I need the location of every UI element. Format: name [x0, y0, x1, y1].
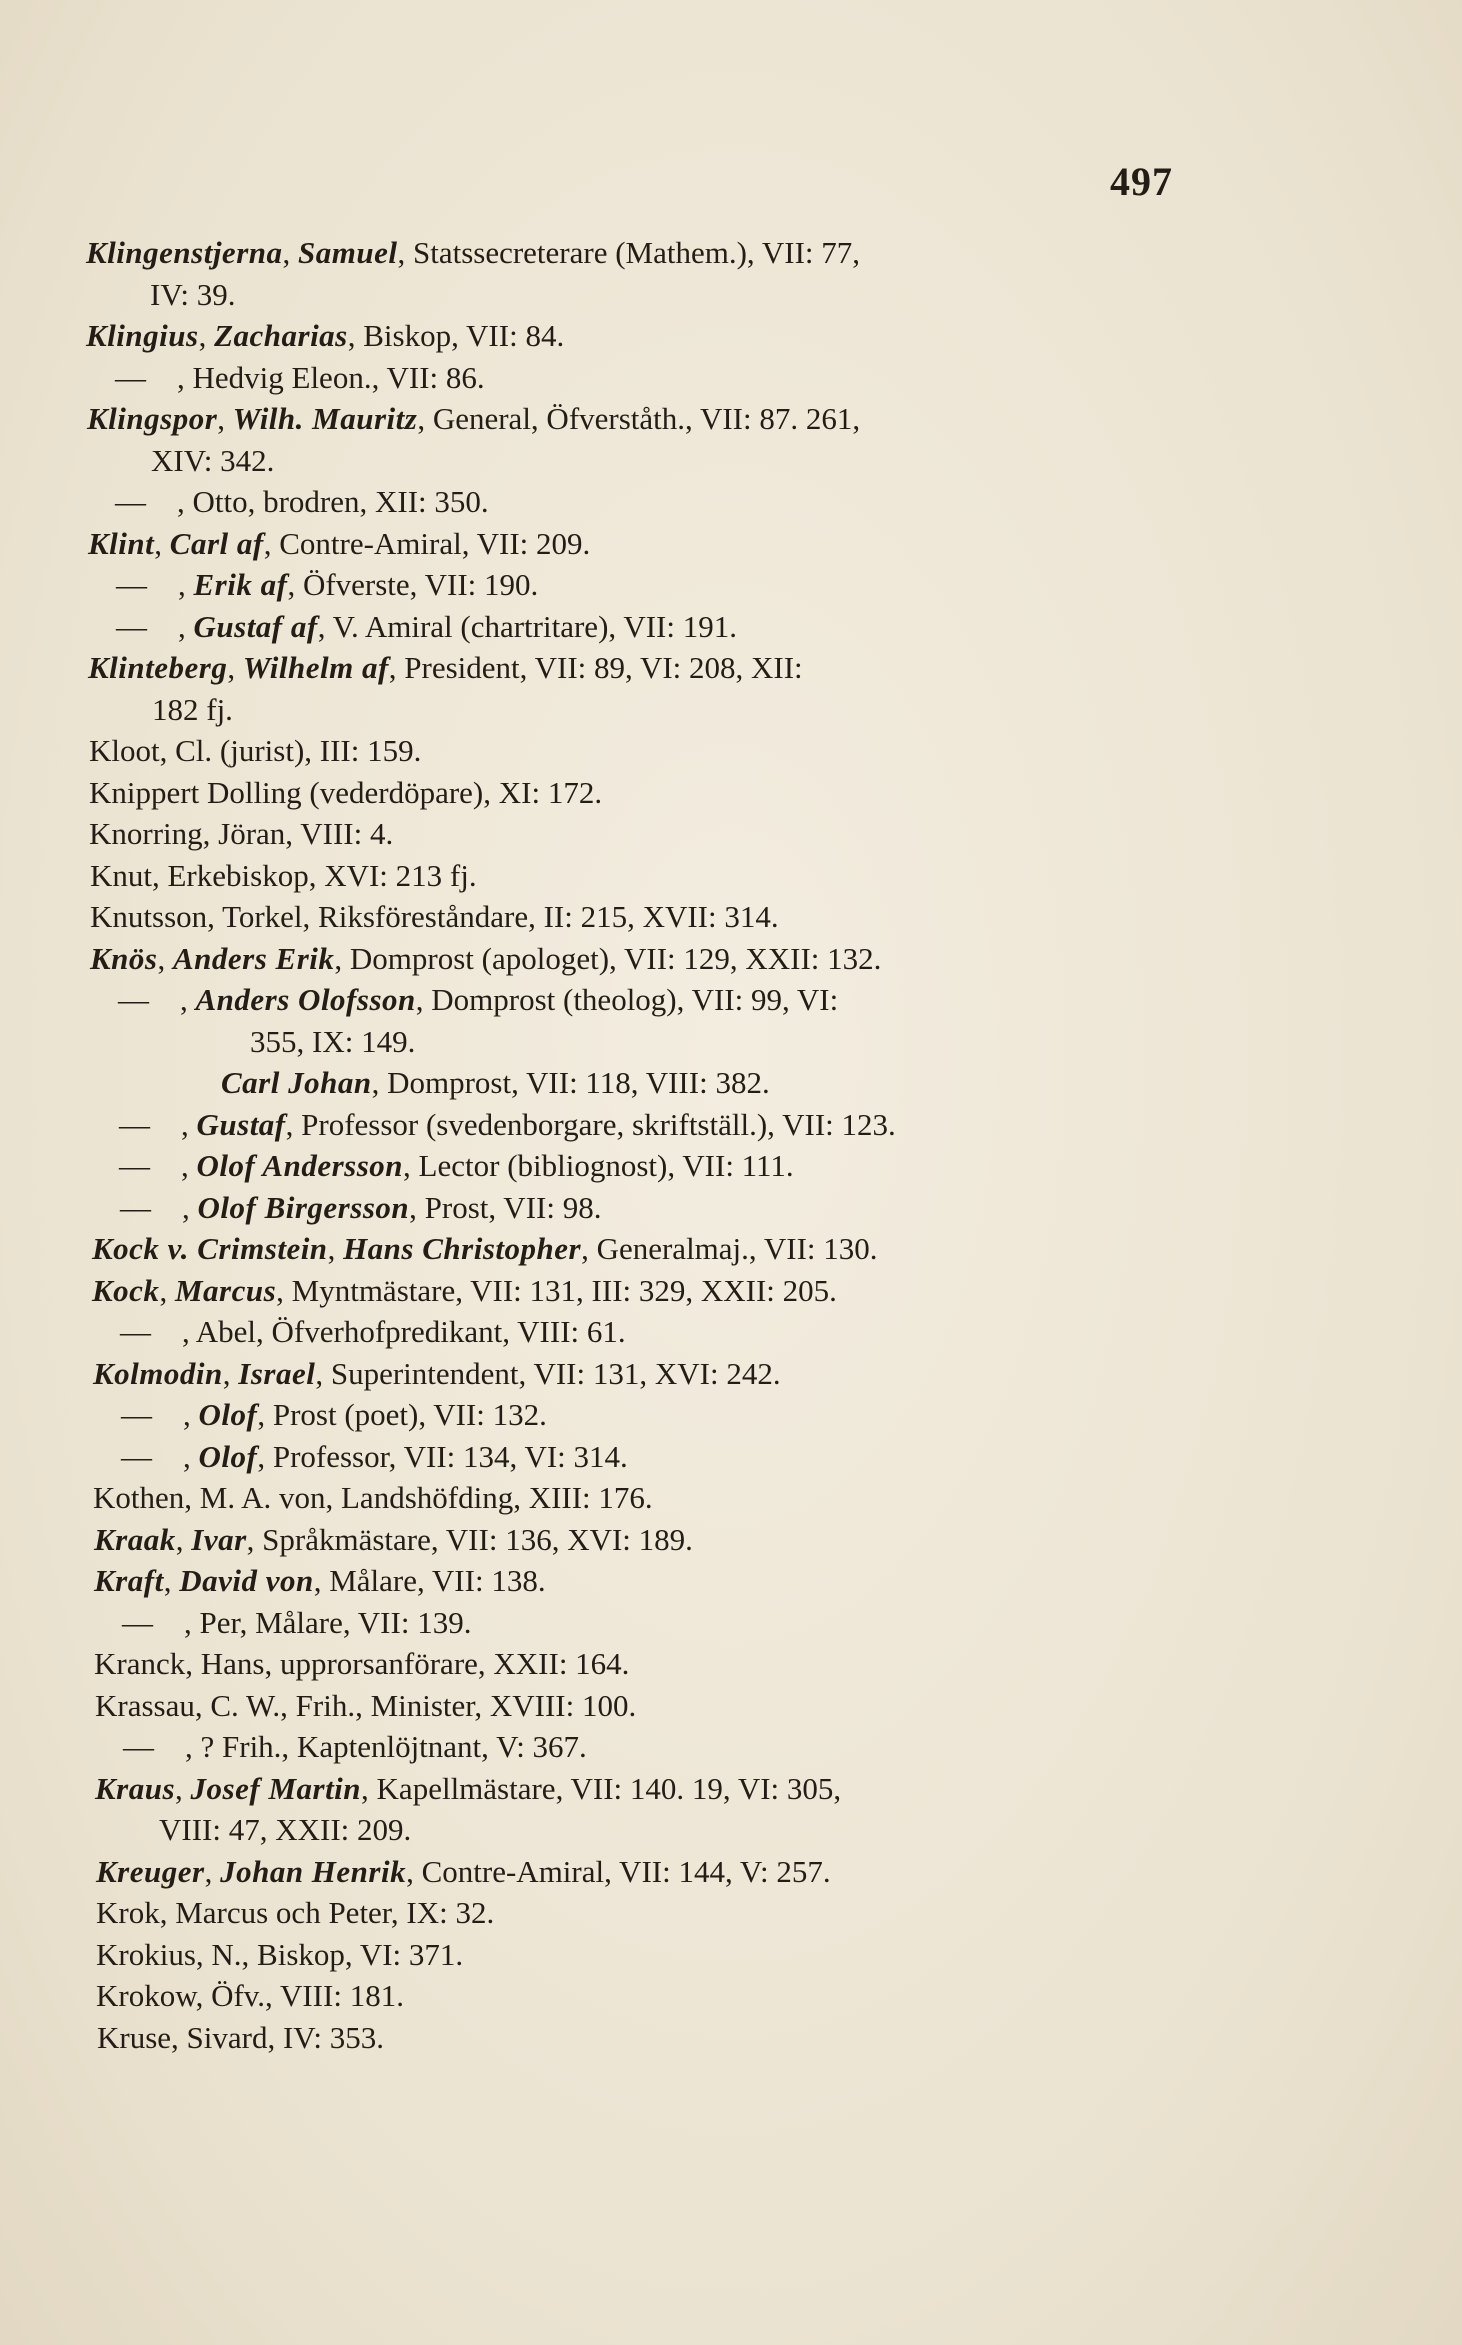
- index-entry: [96, 1975, 404, 2017]
- entry-given-name: Marcus: [174, 1272, 277, 1308]
- entry-given-name: Olof Birgersson: [197, 1189, 410, 1225]
- entry-details: Lector (bibliognost), VII: 111.: [418, 1148, 794, 1183]
- index-entry: [90, 896, 779, 938]
- index-entry: Klinteberg, Wilhelm af, President, VII: 89, VI: 208, XII: 182 fj.: [88, 647, 803, 730]
- index-entry: [90, 855, 477, 897]
- entry-surname: Kock: [92, 1272, 160, 1308]
- index-entry: — , Anders Olofsson, Domprost (theolog), VII: 99, VI: 355, IX: 149.: [90, 979, 838, 1062]
- entry-details: Språkmästare, VII: 136, XVI: 189.: [262, 1521, 693, 1557]
- entry-details: Contre-Amiral, VII: 144, V: 257.: [421, 1853, 831, 1889]
- entry-details: General, Öfverståth., VII: 87. 261,: [432, 401, 861, 436]
- entry-given-name: Gustaf: [196, 1106, 286, 1142]
- index-entry: Kreuger, Johan Henrik, Contre-Amiral, VII: 144, V: 257.: [96, 1853, 831, 1889]
- index-entry: Knös, Anders Erik, Domprost (apologet), VII: 129, XXII: 132.: [90, 940, 882, 976]
- entry-given-name: Josef Martin: [190, 1770, 362, 1806]
- entry-text: Krokow, Öfv., VIII: 181.: [96, 1978, 404, 2013]
- entry-given-name: Carl af: [169, 525, 264, 561]
- entry-given-name: Wilhelm af: [242, 650, 389, 685]
- index-entry: [95, 1726, 587, 1768]
- index-entry: [92, 1311, 626, 1353]
- entry-details: Domprost, VII: 118, VIII: 382.: [387, 1065, 770, 1100]
- entry-dash: —: [119, 1106, 150, 1142]
- entry-continuation: VIII: 47, XXII: 209.: [159, 1812, 412, 1847]
- entry-surname: Klingspor: [87, 401, 218, 436]
- entry-dash: —: [119, 1148, 150, 1183]
- index-entry: [87, 481, 489, 523]
- entry-details: Prost, VII: 98.: [424, 1189, 602, 1225]
- index-entry: — , Olof, Professor, VII: 134, VI: 314.: [93, 1436, 628, 1478]
- entry-text: Knut, Erkebiskop, XVI: 213 fj.: [90, 857, 477, 893]
- entry-given-name: David von: [179, 1563, 314, 1598]
- entry-text: Knippert Dolling (vederdöpare), XI: 172.: [89, 774, 603, 810]
- entry-given-name: Israel: [238, 1355, 316, 1391]
- entry-surname: Kolmodin: [93, 1355, 223, 1391]
- index-entry: — , Olof Andersson, Lector (bibliognost), VII: 111.: [91, 1145, 794, 1187]
- index-entry: Kolmodin, Israel, Superintendent, VII: 131, XVI: 242.: [93, 1355, 781, 1391]
- entry-dash: —: [120, 1189, 151, 1225]
- entry-details: , Abel, Öfverhofpredikant, VIII: 61.: [182, 1314, 626, 1349]
- entry-continuation: 182 fj.: [152, 691, 233, 727]
- index-entry: [87, 357, 485, 399]
- entry-given-name: Anders Erik: [172, 940, 335, 976]
- entry-details: Öfverste, VII: 190.: [302, 567, 539, 602]
- entry-given-name: Zacharias: [214, 318, 348, 353]
- index-entry: [89, 730, 421, 772]
- entry-surname: Knös: [90, 940, 158, 976]
- entry-text: Krok, Marcus och Peter, IX: 32.: [96, 1895, 495, 1930]
- index-entry: [97, 2017, 384, 2059]
- entry-dash: —: [116, 608, 147, 644]
- entry-given-name: Ivar: [191, 1521, 247, 1557]
- entry-details: President, VII: 89, VI: 208, XII:: [404, 650, 803, 685]
- entry-details: Prost (poet), VII: 132.: [272, 1397, 547, 1432]
- index-entry: — , Olof Birgersson, Prost, VII: 98.: [92, 1187, 601, 1229]
- index-entry: Klingenstjerna, Samuel, Statssecreterare (Mathem.), VII: 77, IV: 39.: [86, 232, 860, 315]
- entry-continuation: 355, IX: 149.: [250, 1023, 416, 1059]
- entry-details: Contre-Amiral, VII: 209.: [279, 525, 591, 561]
- entry-given-name: Wilh. Mauritz: [232, 401, 418, 436]
- entry-dash: —: [121, 1397, 152, 1432]
- index-entry: Carl Johan, Domprost, VII: 118, VIII: 382.: [221, 1065, 770, 1100]
- entry-details: Domprost (apologet), VII: 129, XXII: 132.: [349, 940, 882, 976]
- index-entry: Klingius, Zacharias, Biskop, VII: 84.: [86, 318, 565, 353]
- entry-details: Professor (svedenborgare, skriftställ.), VII: 123.: [301, 1106, 896, 1142]
- index-entry: Klint, Carl af, Contre-Amiral, VII: 209.: [88, 525, 591, 561]
- entry-surname: Kraft: [94, 1563, 164, 1598]
- entry-details: , Otto, brodren, XII: 350.: [177, 484, 489, 519]
- entry-details: Domprost (theolog), VII: 99, VI:: [431, 982, 839, 1017]
- entry-details: Generalmaj., VII: 130.: [596, 1231, 878, 1266]
- index-entry: Kraak, Ivar, Språkmästare, VII: 136, XVI: 189.: [94, 1521, 693, 1557]
- entry-surname: Klinteberg: [88, 650, 228, 685]
- entry-given-name: Samuel: [298, 235, 398, 270]
- entry-surname: Klingenstjerna: [86, 235, 283, 270]
- entry-text: Kruse, Sivard, IV: 353.: [97, 2019, 384, 2055]
- entry-details: Superintendent, VII: 131, XVI: 242.: [330, 1355, 781, 1391]
- index-entry: [93, 1477, 653, 1519]
- index-entry: [89, 813, 393, 855]
- entry-surname: Kraak: [94, 1521, 176, 1557]
- entry-text: Knorring, Jöran, VIII: 4.: [89, 816, 394, 851]
- entry-text: Kothen, M. A. von, Landshöfding, XIII: 176.: [93, 1480, 653, 1515]
- entry-surname: Kock v. Crimstein: [92, 1231, 328, 1266]
- entry-given-name: Erik af: [193, 567, 288, 602]
- entry-dash: —: [120, 1314, 151, 1349]
- entry-details: V. Amiral (chartritare), VII: 191.: [332, 608, 737, 644]
- entry-dash: —: [118, 982, 149, 1017]
- index-entry: — , Gustaf, Professor (svedenborgare, skriftställ.), VII: 123.: [91, 1104, 896, 1146]
- entry-given-name: Gustaf af: [193, 608, 318, 644]
- index-entry: Kraus, Josef Martin, Kapellmästare, VII: 140. 19, VI: 305, VIII: 47, XXII: 209.: [95, 1768, 841, 1851]
- entry-text: Krassau, C. W., Frih., Minister, XVIII: 100.: [95, 1687, 637, 1723]
- index-entry: [94, 1602, 471, 1644]
- entry-details: , ? Frih., Kaptenlöjtnant, V: 367.: [185, 1729, 587, 1764]
- entry-given-name: Olof: [198, 1438, 258, 1474]
- entry-dash: —: [116, 567, 147, 602]
- entry-dash: —: [115, 484, 146, 519]
- index-entry: — , Erik af, Öfverste, VII: 190.: [88, 564, 538, 606]
- entry-details: Kapellmästare, VII: 140. 19, VI: 305,: [376, 1770, 842, 1806]
- entry-given-name: Olof: [198, 1397, 258, 1432]
- entry-surname: Kreuger: [96, 1853, 205, 1889]
- entry-text: Krokius, N., Biskop, VI: 371.: [96, 1936, 464, 1972]
- entry-details: , Per, Målare, VII: 139.: [184, 1604, 472, 1640]
- index-entry: — , Olof, Prost (poet), VII: 132.: [93, 1394, 547, 1436]
- entry-dash: —: [121, 1438, 152, 1474]
- index-entry: — , Gustaf af, V. Amiral (chartritare), VII: 191.: [88, 606, 737, 648]
- entry-dash: —: [123, 1729, 154, 1764]
- entry-details: , Hedvig Eleon., VII: 86.: [177, 359, 485, 395]
- index-entry: [96, 1934, 463, 1976]
- entry-text: Kloot, Cl. (jurist), III: 159.: [89, 733, 422, 768]
- entry-given-name: Hans Christopher: [343, 1231, 582, 1266]
- index-entry: [96, 1892, 494, 1934]
- index-entry: Kock, Marcus, Myntmästare, VII: 131, III: 329, XXII: 205.: [92, 1272, 837, 1308]
- entry-surname: Klint: [88, 525, 155, 561]
- entry-text: Knutsson, Torkel, Riksföreståndare, II: 215, XVII: 314.: [90, 899, 779, 934]
- index-entry: [94, 1643, 629, 1685]
- index-entry: Kock v. Crimstein, Hans Christopher, Generalmaj., VII: 130.: [92, 1231, 878, 1266]
- entry-surname: Kraus: [95, 1770, 176, 1806]
- page-number: 497: [1110, 159, 1173, 204]
- entry-given-name: Olof Andersson: [196, 1148, 404, 1183]
- index-entry: Klingspor, Wilh. Mauritz, General, Öfverståth., VII: 87. 261, XIV: 342.: [87, 398, 860, 481]
- entry-details: Statssecreterare (Mathem.), VII: 77,: [412, 235, 861, 270]
- index-entry: Kraft, David von, Målare, VII: 138.: [94, 1563, 546, 1598]
- entry-dash: —: [122, 1604, 153, 1640]
- entry-details: Målare, VII: 138.: [329, 1563, 546, 1598]
- entry-given-name: Anders Olofsson: [195, 982, 416, 1017]
- entry-given-name: Carl Johan: [221, 1065, 372, 1100]
- entry-details: Professor, VII: 134, VI: 314.: [272, 1438, 628, 1474]
- index-entry: [95, 1685, 636, 1727]
- entry-continuation: XIV: 342.: [151, 442, 275, 478]
- entry-dash: —: [115, 359, 146, 395]
- entry-continuation: IV: 39.: [150, 276, 236, 312]
- index-entry: [89, 772, 602, 814]
- entry-given-name: Johan Henrik: [220, 1853, 407, 1889]
- entry-details: Myntmästare, VII: 131, III: 329, XXII: 205.: [291, 1272, 837, 1308]
- entry-surname: Klingius: [86, 318, 199, 353]
- entry-text: Kranck, Hans, upprorsanförare, XXII: 164.: [94, 1646, 630, 1681]
- entry-details: Biskop, VII: 84.: [363, 318, 565, 353]
